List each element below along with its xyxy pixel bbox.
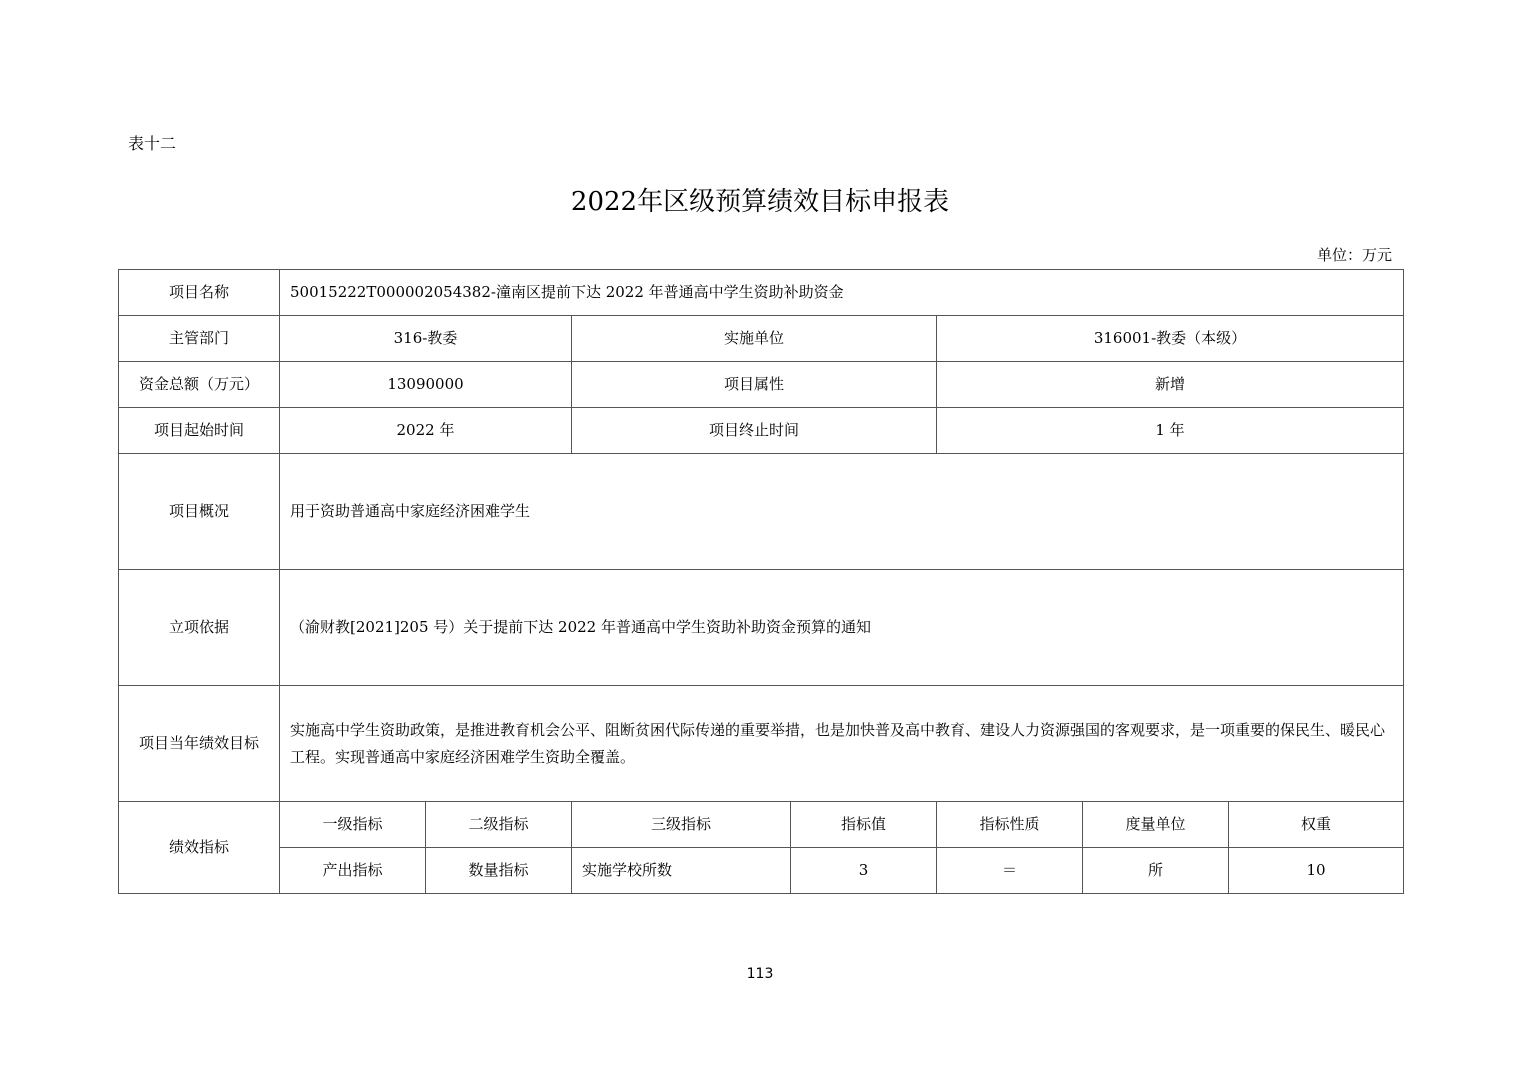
indicator-value: 3 [791,848,937,894]
row-overview [119,454,1404,570]
indicator-nature: ＝ [937,848,1083,894]
row-funds [119,362,1404,408]
unit-label: 单位：万元 [1316,246,1392,264]
impl-unit-value: 316001-教委（本级） [937,316,1404,362]
report-table [118,269,1404,894]
indicator-header: 指标值 [791,802,937,848]
indicator-header: 权重 [1229,802,1404,848]
end-time-label: 项目终止时间 [572,408,937,454]
page-title: 2022年区级预算绩效目标申报表 [570,187,950,217]
indicator-level3: 实施学校所数 [572,848,791,894]
indicator-header: 三级指标 [572,802,791,848]
page-number: 113 [746,966,774,982]
goal-value: 实施高中学生资助政策，是推进教育机会公平、阻断贫困代际传递的重要举措，也是加快普及高中教育、建设人力资源强国的客观要求，是一项重要的保民生、暖民心工程。实现普通高中家庭经济困难学生资助全覆盖。 [280,686,1404,802]
indicator-weight: 10 [1229,848,1404,894]
department-label: 主管部门 [119,316,280,362]
overview-value: 用于资助普通高中家庭经济困难学生 [280,454,1404,570]
indicator-level2: 数量指标 [426,848,572,894]
project-attr-label: 项目属性 [572,362,937,408]
basis-value: （渝财教[2021]205 号）关于提前下达 2022 年普通高中学生资助补助资金预算的通知 [280,570,1404,686]
end-time-value: 1 年 [937,408,1404,454]
project-attr-value: 新增 [937,362,1404,408]
basis-label: 立项依据 [119,570,280,686]
goal-label: 项目当年绩效目标 [119,686,280,802]
indicator-header: 度量单位 [1083,802,1229,848]
department-value: 316-教委 [280,316,572,362]
row-indicator-headers [119,802,1404,848]
row-goal [119,686,1404,802]
indicator-unit: 所 [1083,848,1229,894]
table-row [119,848,1404,894]
row-time [119,408,1404,454]
indicator-header: 二级指标 [426,802,572,848]
project-name-value: 50015222T000002054382-潼南区提前下达 2022 年普通高中学生资助补助资金 [280,270,1404,316]
table-label: 表十二 [128,134,177,153]
start-time-value: 2022 年 [280,408,572,454]
funds-value: 13090000 [280,362,572,408]
indicator-level1: 产出指标 [280,848,426,894]
project-name-label: 项目名称 [119,270,280,316]
indicator-header: 一级指标 [280,802,426,848]
indicator-header: 指标性质 [937,802,1083,848]
impl-unit-label: 实施单位 [572,316,937,362]
overview-label: 项目概况 [119,454,280,570]
start-time-label: 项目起始时间 [119,408,280,454]
row-project-name [119,270,1404,316]
funds-label: 资金总额（万元） [119,362,280,408]
indicators-label: 绩效指标 [119,802,280,894]
row-basis [119,570,1404,686]
row-department [119,316,1404,362]
